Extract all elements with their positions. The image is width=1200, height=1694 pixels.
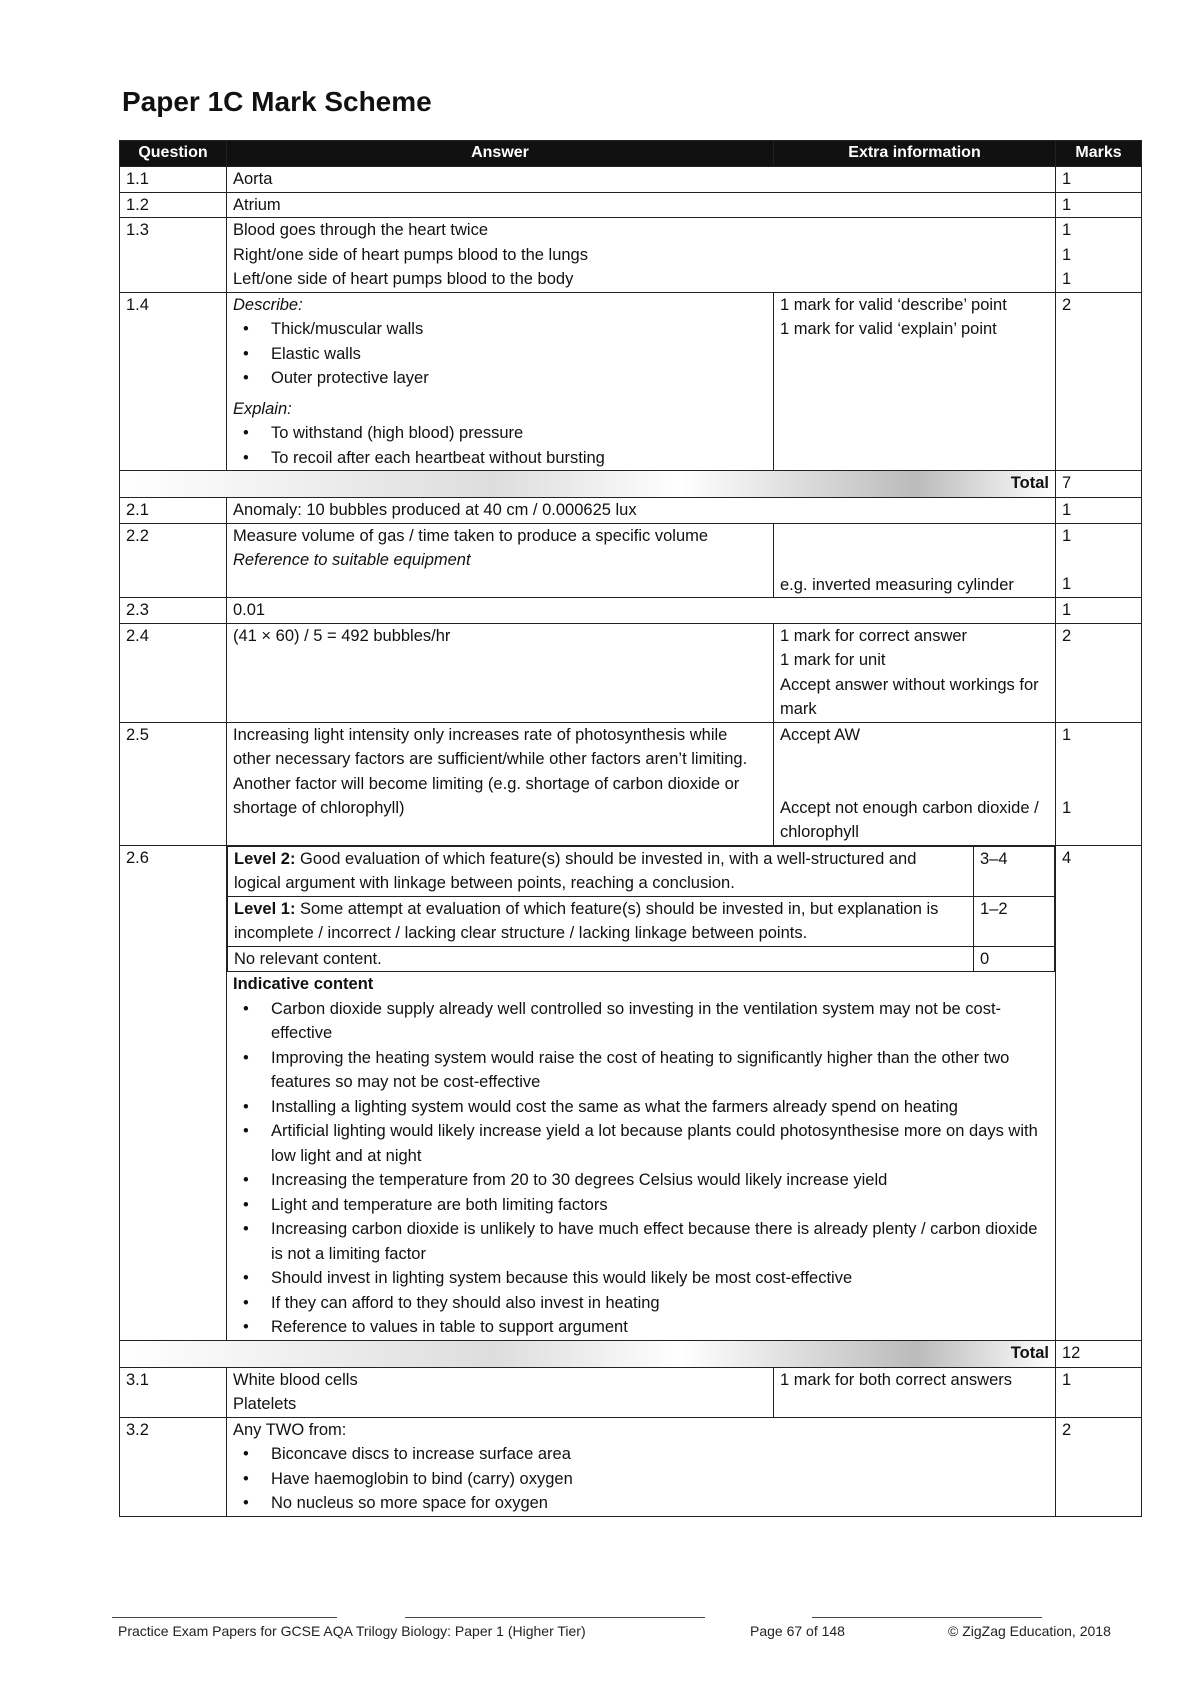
table-row [120,498,1142,524]
mark-scheme-table [119,140,1142,1517]
answer-cell [227,1417,1056,1516]
level-label: Level 1: [234,899,296,918]
level-label: Level 2: [234,849,296,868]
answer-line: Blood goes through the heart twice [233,221,489,239]
extra-line: 1 mark for unit [780,651,886,669]
answer-cell [227,845,1056,1340]
level-text [228,846,974,896]
list-item: • If they can afford to they should also invest in heating [233,1291,1049,1316]
answer-line: Any TWO from: [233,1420,347,1439]
list-item: • Reference to values in table to support argument [233,1315,1049,1340]
list-item: • Improving the heating system would raise the cost of heating to significantly higher than the other two features so may not be cost-effective [233,1046,1049,1095]
extra-line: 1 mark for valid ‘describe’ point [780,295,1007,314]
levels-table [227,846,1055,973]
extra-cell [774,523,1056,598]
table-row [120,167,1142,193]
mark-value: 1 [1062,221,1072,239]
mark-value: 1 [1062,725,1072,744]
list-item: • Thick/muscular walls [233,317,767,342]
mark-value: 1 [1062,270,1072,288]
total-row [120,471,1142,498]
mark-value: 1 [1062,575,1072,593]
table-row [120,845,1142,1340]
level-row [228,846,1055,896]
list-item: • Carbon dioxide supply already well controlled so investing in the ventilation system may not be cost-effective [233,997,1049,1046]
extra-line: Accept AW [780,725,861,744]
describe-label: Describe: [233,295,303,314]
list-item: • Have haemoglobin to bind (carry) oxygen [233,1467,1049,1492]
header-marks: Marks [1056,141,1142,167]
indicative-list [233,997,1049,1340]
marks-cell [1056,218,1142,293]
list-item: • Elastic walls [233,342,767,367]
mark-value: 1 [1062,798,1072,817]
table-row [120,623,1142,722]
table-row [120,218,1142,293]
marks-cell: 1 [1056,1367,1142,1417]
list-item: • Increasing the temperature from 20 to 30 degrees Celsius would likely increase yield [233,1168,1049,1193]
level-row [228,946,1055,972]
table-row [120,523,1142,598]
answer-cell: Aorta [227,167,1056,193]
explain-label: Explain: [233,399,292,418]
marks-cell: 1 [1056,192,1142,218]
list-item: • No nucleus so more space for oxygen [233,1491,1049,1516]
answer-cell: (41 × 60) / 5 = 492 bubbles/hr [227,623,774,722]
footer-copyright: © ZigZag Education, 2018 [948,1623,1111,1639]
marks-cell: 1 [1056,498,1142,524]
answer-line: Another factor will become limiting (e.g. shortage of carbon dioxide or shortage of chlorophyll) [233,774,740,817]
extra-line: e.g. inverted measuring cylinder [780,575,1014,594]
table-row [120,722,1142,845]
table-row [120,192,1142,218]
total-marks: 7 [1056,471,1142,498]
list-item: • Light and temperature are both limiting factors [233,1193,1049,1218]
answer-line: White blood cells [233,1370,358,1389]
marks-cell: 2 [1056,292,1142,471]
footer-rule [405,1617,705,1618]
marks-cell: 1 [1056,598,1142,624]
extra-cell [774,292,1056,471]
footer-rule [812,1617,1042,1618]
list-item: • Should invest in lighting system because this would likely be most cost-effective [233,1266,1049,1291]
header-answer: Answer [227,141,774,167]
level-marks: 0 [974,946,1055,972]
table-row [120,292,1142,471]
question-number: 2.2 [120,523,227,598]
extra-line: 1 mark for valid ‘explain’ point [780,320,997,338]
footer-rule [112,1617,337,1618]
extra-cell [774,722,1056,845]
list-item: • Artificial lighting would likely increase yield a lot because plants could photosynthesise more on days with low light and at night [233,1119,1049,1168]
question-number: 3.1 [120,1367,227,1417]
level-description: Some attempt at evaluation of which feature(s) should be invested in, but explanation is incomplete / incorrect / lacking clear structure / lacking linkage between points. [234,899,939,942]
extra-cell: 1 mark for both correct answers [774,1367,1056,1417]
indicative-label: Indicative content [233,975,374,993]
marks-cell [1056,523,1142,598]
question-number: 2.5 [120,722,227,845]
table-row [120,598,1142,624]
answer-line: Measure volume of gas / time taken to produce a specific volume [233,526,709,545]
question-number: 1.3 [120,218,227,293]
header-row [120,141,1142,167]
list-item: • Biconcave discs to increase surface area [233,1442,1049,1467]
marks-cell [1056,722,1142,845]
level-description: Good evaluation of which feature(s) should be invested in, with a well-structured and logical argument with linkage between points, reaching a conclusion. [234,849,917,892]
table-row [120,1417,1142,1516]
marks-cell: 1 [1056,167,1142,193]
page-title: Paper 1C Mark Scheme [122,86,432,117]
list-item: • Increasing carbon dioxide is unlikely to have much effect because there is already plenty / carbon dioxide is not a limiting factor [233,1217,1049,1266]
level-row [228,896,1055,946]
total-row [120,1340,1142,1367]
extra-line: Accept answer without workings for mark [780,675,1039,718]
answer-cell [227,722,774,845]
answer-cell: 0.01 [227,598,1056,624]
mark-value: 1 [1062,526,1072,545]
question-number: 2.3 [120,598,227,624]
question-number: 2.6 [120,845,227,1340]
describe-list [233,317,767,391]
answer-cell: Anomaly: 10 bubbles produced at 40 cm / 0.000625 lux [227,498,1056,524]
extra-cell [774,623,1056,722]
question-number: 1.1 [120,167,227,193]
answer-line: Increasing light intensity only increases rate of photosynthesis while other necessary factors are sufficient/while other factors aren’t limiting. [233,725,748,768]
total-label: Total [120,471,1056,498]
marks-cell: 2 [1056,623,1142,722]
list-item: • To withstand (high blood) pressure [233,421,767,446]
question-number: 3.2 [120,1417,227,1516]
answer-cell [227,218,1056,293]
total-marks: 12 [1056,1340,1142,1367]
level-text [228,896,974,946]
list-item: • Installing a lighting system would cost the same as what the farmers already spend on heating [233,1095,1049,1120]
question-number: 2.4 [120,623,227,722]
level-marks: 1–2 [974,896,1055,946]
question-number: 2.1 [120,498,227,524]
list-item: • Outer protective layer [233,366,767,391]
extra-line: Accept not enough carbon dioxide / chlorophyll [780,798,1039,841]
footer-page-number: Page 67 of 148 [750,1623,845,1639]
answer-cell: Atrium [227,192,1056,218]
question-number: 1.4 [120,292,227,471]
mark-value: 1 [1062,245,1072,264]
level-text: No relevant content. [228,946,974,972]
level-marks: 3–4 [974,846,1055,896]
answer-cell [227,292,774,471]
answer-list [233,1442,1049,1516]
answer-cell [227,1367,774,1417]
total-label: Total [120,1340,1056,1367]
indicative-content [227,972,1055,1340]
extra-line: 1 mark for correct answer [780,626,968,645]
answer-line: Platelets [233,1395,297,1413]
answer-line: Left/one side of heart pumps blood to the body [233,270,574,288]
answer-line: Right/one side of heart pumps blood to the lungs [233,245,588,264]
header-question: Question [120,141,227,167]
explain-list [233,421,767,470]
header-extra: Extra information [774,141,1056,167]
answer-line: Reference to suitable equipment [233,551,471,569]
list-item: • To recoil after each heartbeat without bursting [233,446,767,471]
marks-cell: 4 [1056,845,1142,1340]
footer-title: Practice Exam Papers for GCSE AQA Trilogy Biology: Paper 1 (Higher Tier) [118,1623,586,1639]
table-row [120,1367,1142,1417]
marks-cell: 2 [1056,1417,1142,1516]
answer-cell [227,523,774,598]
question-number: 1.2 [120,192,227,218]
